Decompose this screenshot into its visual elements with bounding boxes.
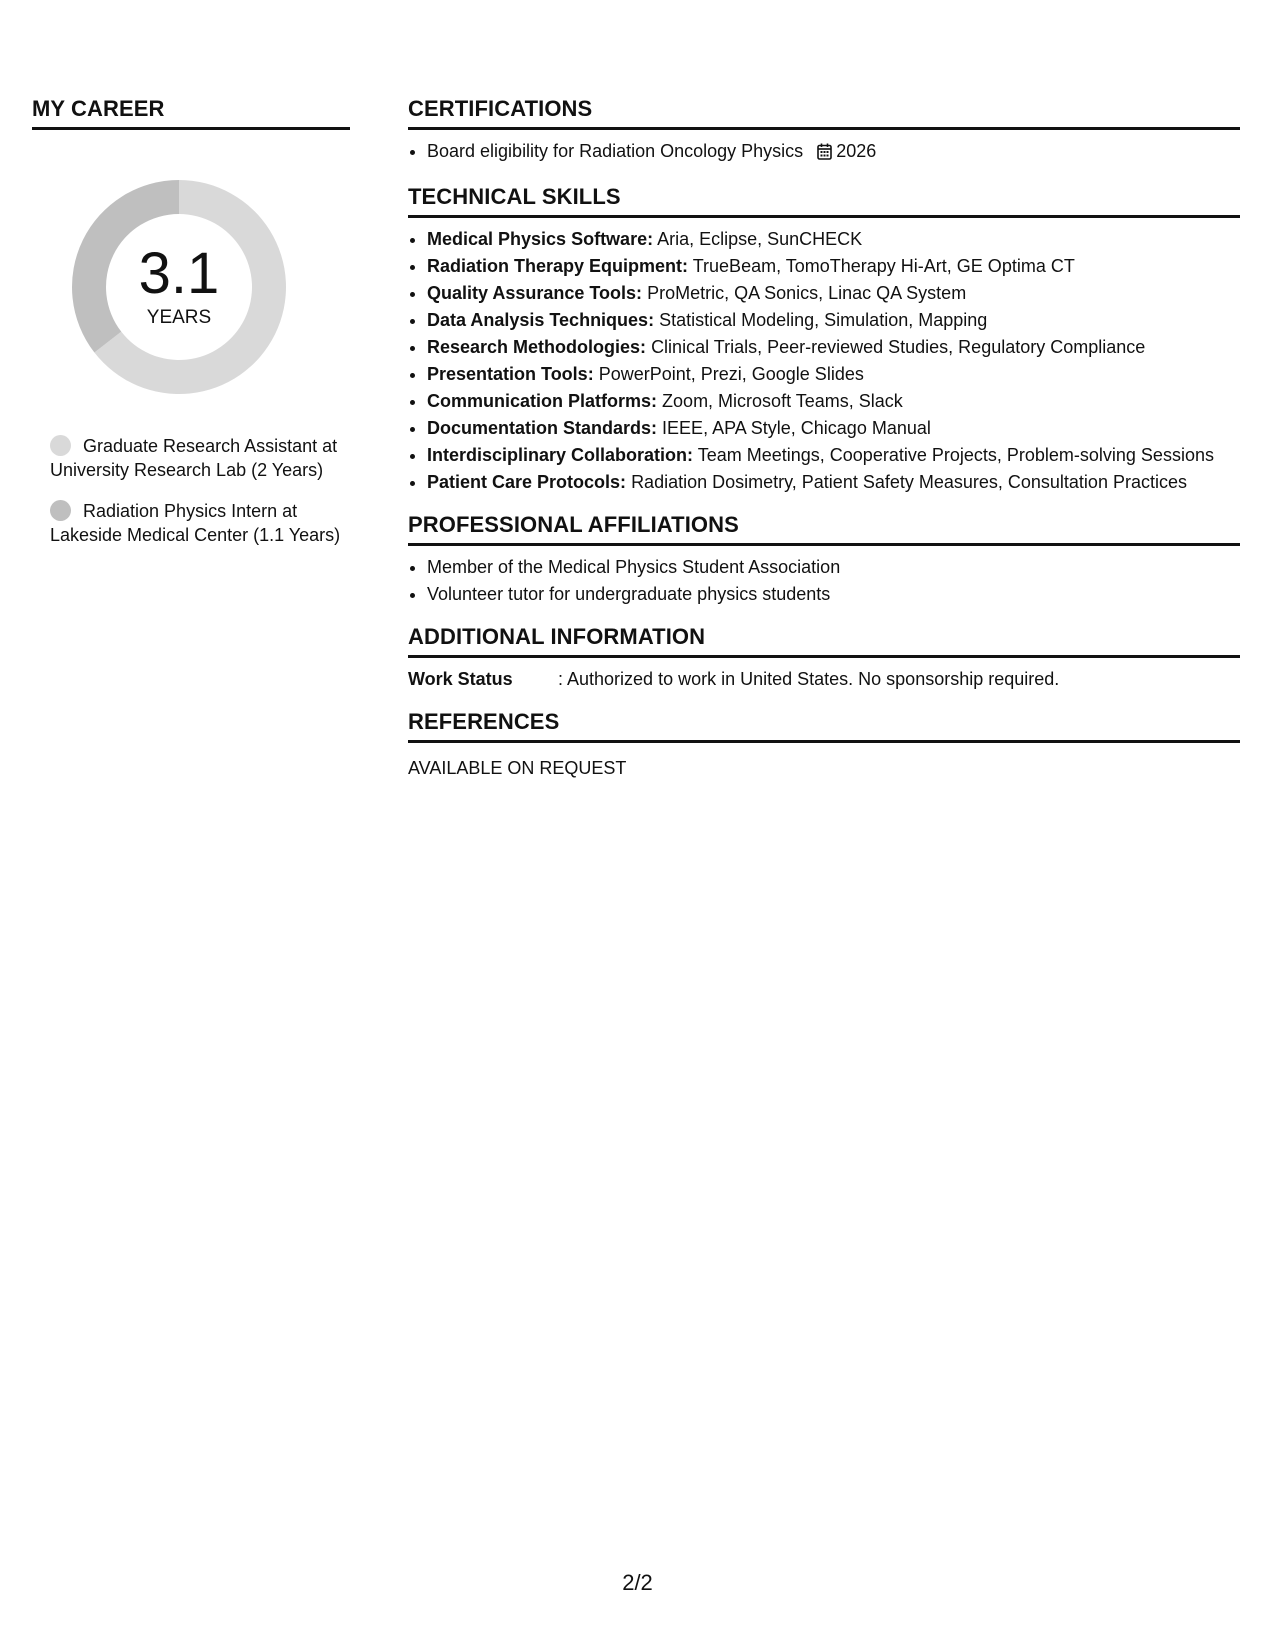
skill-label: Medical Physics Software: [427, 229, 654, 249]
skill-value: Aria, Eclipse, SunCHECK [657, 229, 863, 249]
references-text: AVAILABLE ON REQUEST [408, 758, 627, 778]
skill-label: Radiation Therapy Equipment: [427, 256, 689, 276]
career-years-unit: YEARS [146, 307, 212, 328]
skill-item [427, 280, 1240, 307]
skill-item [427, 226, 1240, 253]
skill-value: Zoom, Microsoft Teams, Slack [662, 391, 903, 411]
career-item [50, 434, 350, 482]
career-heading: MY CAREER [32, 96, 350, 130]
career-dot-icon [50, 500, 71, 521]
affiliations-list [408, 554, 1240, 608]
work-status-row [408, 666, 1240, 693]
career-item-label: Radiation Physics Intern at Lakeside Medical Center (1.1 Years) [50, 501, 341, 545]
skills-heading: TECHNICAL SKILLS [408, 184, 1240, 218]
skill-label: Data Analysis Techniques: [427, 310, 655, 330]
skill-value: Clinical Trials, Peer-reviewed Studies, Regulatory Compliance [651, 337, 1146, 357]
calendar-icon [817, 141, 832, 168]
skill-label: Patient Care Protocols: [427, 472, 627, 492]
additional-info-heading: ADDITIONAL INFORMATION [408, 624, 1240, 658]
certification-date: 2026 [836, 141, 877, 161]
career-item-label: Graduate Research Assistant at University Research Lab (2 Years) [50, 436, 338, 480]
skill-value: Team Meetings, Cooperative Projects, Problem-solving Sessions [697, 445, 1214, 465]
career-item [50, 499, 350, 547]
work-status-label: Work Status [408, 669, 513, 689]
page-number: 2/2 [622, 1570, 653, 1595]
skill-label: Quality Assurance Tools: [427, 283, 643, 303]
skills-list [408, 226, 1240, 496]
affiliations-heading: PROFESSIONAL AFFILIATIONS [408, 512, 1240, 546]
career-total-years: 3.1 [138, 241, 220, 306]
work-status-value: : Authorized to work in United States. No sponsorship required. [558, 669, 1060, 689]
skill-value: TrueBeam, TomoTherapy Hi-Art, GE Optima CT [692, 256, 1075, 276]
affiliation-item: • Member of the Medical Physics Student Association [427, 554, 1240, 581]
certifications-list [408, 138, 1240, 168]
affiliation-item: • Volunteer tutor for undergraduate physics students [427, 581, 1240, 608]
skill-value: Radiation Dosimetry, Patient Safety Measures, Consultation Practices [631, 472, 1187, 492]
skill-label: Research Methodologies: [427, 337, 647, 357]
skill-value: IEEE, APA Style, Chicago Manual [662, 418, 931, 438]
career-column [32, 96, 350, 564]
skill-item [427, 361, 1240, 388]
skill-item [427, 388, 1240, 415]
skill-label: Documentation Standards: [427, 418, 658, 438]
skill-item [427, 307, 1240, 334]
career-donut-chart [66, 174, 292, 400]
skill-item [427, 334, 1240, 361]
certification-item [427, 138, 1240, 168]
certifications-heading: CERTIFICATIONS [408, 96, 1240, 130]
skill-label: Interdisciplinary Collaboration: [427, 445, 694, 465]
skill-item [427, 469, 1240, 496]
skill-value: PowerPoint, Prezi, Google Slides [598, 364, 864, 384]
main-column [408, 96, 1240, 782]
career-list [32, 434, 350, 547]
skill-item [427, 253, 1240, 280]
skill-item [427, 442, 1240, 469]
references-heading: REFERENCES [408, 709, 1240, 743]
certification-text: Board eligibility for Radiation Oncology Physics [427, 141, 804, 161]
skill-value: Statistical Modeling, Simulation, Mapping [659, 310, 988, 330]
skill-label: Presentation Tools: [427, 364, 594, 384]
career-dot-icon [50, 435, 71, 456]
skill-value: ProMetric, QA Sonics, Linac QA System [647, 283, 967, 303]
skill-item [427, 415, 1240, 442]
skill-label: Communication Platforms: [427, 391, 658, 411]
